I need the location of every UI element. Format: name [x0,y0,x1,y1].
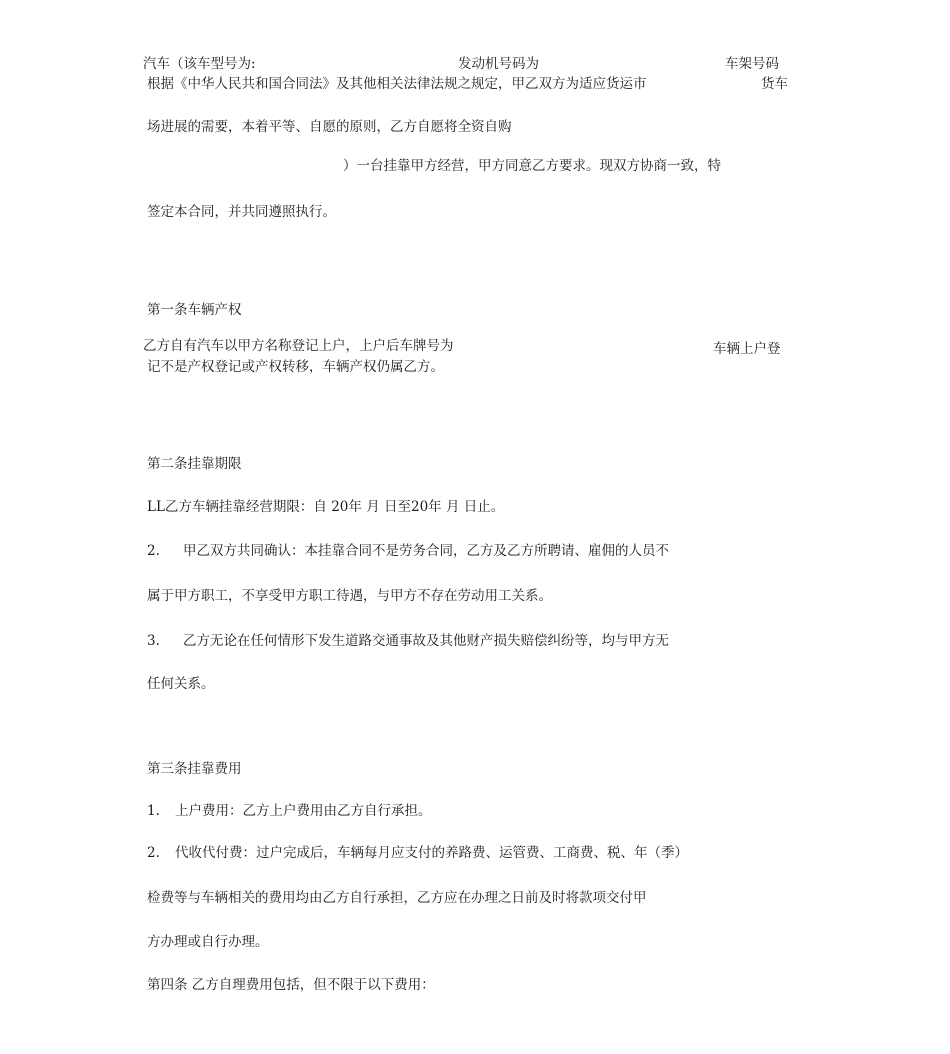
article-3-item-2-line-2: 检费等与车辆相关的费用均由乙方自行承担，乙方应在办理之日前及时将款项交付甲 [147,890,647,906]
article-2-item-3-line-1: 乙方无论在任何情形下发生道路交通事故及其他财产损失赔偿纠纷等，均与甲方无 [183,633,669,649]
article-2-item-3-number: 3. [147,633,160,649]
article-2-item-3-line-2: 任何关系。 [147,676,215,692]
frame-number-label: 车架号码 [725,56,779,72]
article-2-item-1: LL乙方车辆挂靠经营期限：自 20年 月 日至20年 月 日止。 [147,499,505,515]
article-3-item-1-number: 1. [147,803,160,819]
intro-line-1: 根据《中华人民共和国合同法》及其他相关法律法规之规定，甲乙双方为适应货运市 [147,76,647,92]
intro-line-3: ）一台挂靠甲方经营，甲方同意乙方要求。现双方协商一致，特 [343,158,721,174]
article-1-line-2: 记不是产权登记或产权转移，车辆产权仍属乙方。 [147,359,444,375]
article-1-title: 第一条车辆产权 [147,302,242,318]
article-2-item-2-number: 2. [147,543,160,559]
article-1-line-1: 乙方自有汽车以甲方名称登记上户，上户后车牌号为 [143,338,454,354]
engine-number-label: 发动机号码为 [458,56,539,72]
article-1-line-1-right: 车辆上户登 [713,341,781,357]
article-3-title: 第三条挂靠费用 [147,761,242,777]
article-3-item-2-number: 2. [147,845,160,861]
intro-line-4: 签定本合同，并共同遵照执行。 [147,204,336,220]
article-3-item-2-line-3: 方办理或自行办理。 [147,934,269,950]
article-3-item-2-line-1: 代收代付费：过户完成后，车辆每月应支付的养路费、运管费、工商费、税、年（季） [175,845,688,861]
article-2-item-2-line-1: 甲乙双方共同确认：本挂靠合同不是劳务合同，乙方及乙方所聘请、雇佣的人员不 [183,543,669,559]
car-type-label: 汽车（该车型号为: [143,56,256,72]
article-3-item-1: 上户费用：乙方上户费用由乙方自行承担。 [175,803,432,819]
intro-line-1-right: 货车 [761,76,788,92]
intro-line-2: 场进展的需要，本着平等、自愿的原则，乙方自愿将全资自购 [147,119,512,135]
article-4-title: 第四条 乙方自理费用包括，但不限于以下费用： [147,977,435,993]
article-2-title: 第二条挂靠期限 [147,456,242,472]
article-2-item-2-line-2: 属于甲方职工，不享受甲方职工待遇，与甲方不存在劳动用工关系。 [147,588,552,604]
